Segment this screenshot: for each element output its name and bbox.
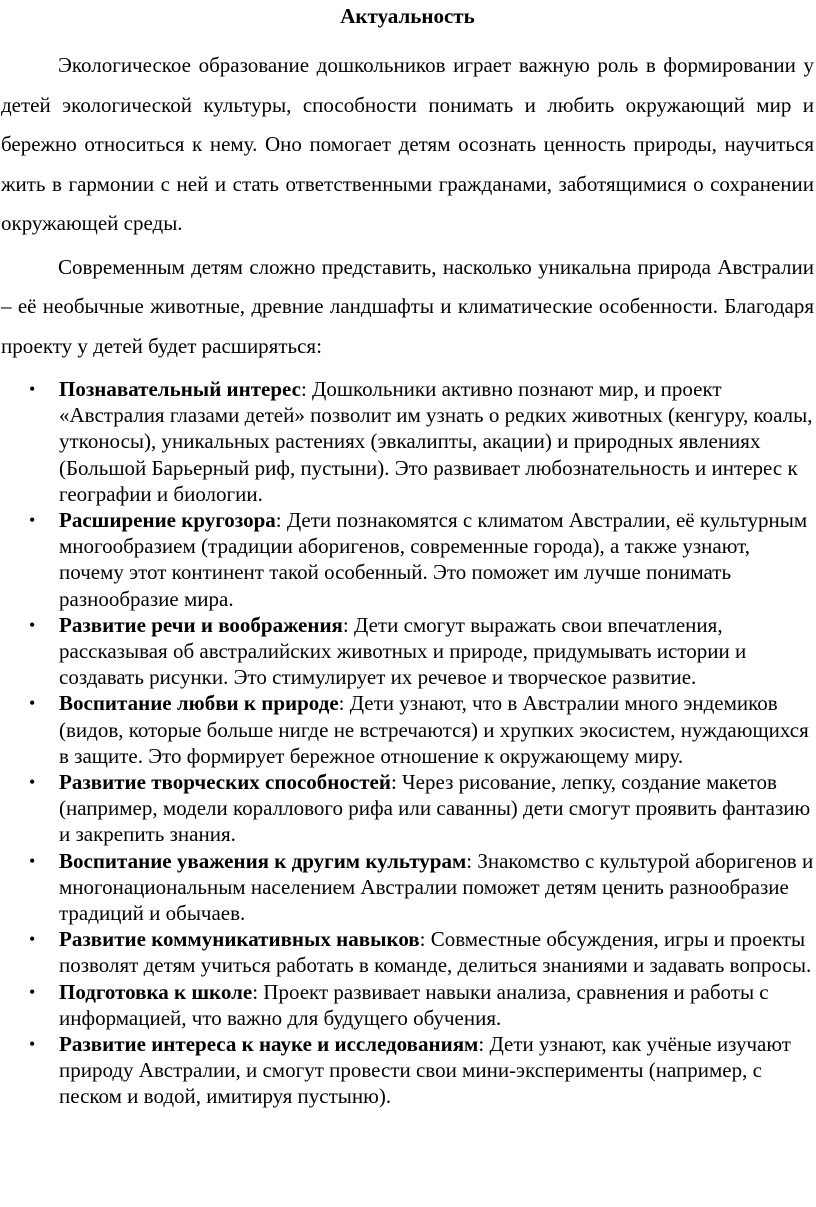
bullet-icon: • xyxy=(29,379,36,399)
bullet-icon: • xyxy=(29,850,36,871)
list-item-text: : Дошкольники активно познают мир, и проект «Австралия глазами детей» позволит им узнать о редких животных (кенгуру, коалы, утконосы), уникальных растениях (эвкалипты, акации) и природных явлениях (Большой Барьерный риф, пустыни). Это развивает любознательность и интерес к географии и биологии. xyxy=(59,377,813,506)
list-item-term: Воспитание любви к природе xyxy=(59,691,339,716)
list-item-text: : Дети узнают, как учёные изучают природу Австралии, и смогут провести свои мини-эксперименты (например, с песком и водой, имитируя пустыню). xyxy=(59,1032,791,1109)
bullet-icon: • xyxy=(29,614,36,635)
bullet-icon: • xyxy=(29,693,36,714)
australia-paragraph: Современным детям сложно представить, насколько уникальна природа Австралии – её необычные животные, древние ландшафты и климатические особенности. Благодаря проекту у детей будет расширяться: xyxy=(1,254,814,358)
list-item-text: : Через рисование, лепку, создание макетов (например, модели кораллового рифа или саванны) дети смогут проявить фантазию и закрепить знания. xyxy=(59,770,811,847)
list-item-text: : Совместные обсуждения, игры и проекты позволят детям учиться работать в команде, делиться знаниями и задавать вопросы. xyxy=(59,927,812,978)
bullet-icon: • xyxy=(29,510,36,531)
intro-paragraph: Экологическое образование дошкольников играет важную роль в формировании у детей экологической культуры, способности понимать и любить окружающий мир и бережно относиться к нему. Оно помогает детям осознать ценность природы, научиться жить в гармонии с ней и стать ответственными гражданами, заботящимися о сохранении окружающей среды. xyxy=(1,53,814,235)
bullet-icon: • xyxy=(29,929,36,950)
bullet-icon: • xyxy=(29,981,36,1002)
list-item xyxy=(29,690,814,769)
list-item-term: Познавательный интерес xyxy=(59,377,301,401)
list-item-term: Развитие творческих способностей xyxy=(59,770,391,795)
list-item xyxy=(29,926,814,978)
list-item xyxy=(29,1031,814,1110)
list-item-text: : Дети познакомятся с климатом Австралии, её культурным многообразием (традиции аборигенов, современные города), а также узнают, почему этот континент такой особенный. Это поможет им лучше понимать разнообразие мира. xyxy=(59,508,808,611)
list-item xyxy=(29,769,814,848)
list-item-term: Расширение кругозора xyxy=(59,508,276,533)
list-item-term: Подготовка к школе xyxy=(59,979,253,1004)
list-item-term: Развитие речи и воображения xyxy=(59,612,343,637)
list-item-term: Развитие коммуникативных навыков xyxy=(59,927,420,952)
list-item xyxy=(29,376,814,507)
bullet-icon: • xyxy=(29,772,36,793)
list-item-term: Развитие интереса к науке и исследованиям xyxy=(59,1032,479,1057)
list-item-text: : Знакомство с культурой аборигенов и многонациональным населением Австралии поможет детям ценить разнообразие традиций и обычаев. xyxy=(59,848,814,926)
list-item-text: : Дети смогут выражать свои впечатления, рассказывая об австралийских животных и природе, придумывать истории и создавать рисунки. Это стимулирует их речевое и творческое развитие. xyxy=(59,612,747,690)
list-item xyxy=(29,507,814,612)
list-item xyxy=(29,979,814,1031)
list-item-text: : Дети узнают, что в Австралии много эндемиков (видов, которые больше нигде не встречаются) и хрупких экосистем, нуждающихся в защите. Это формирует бережное отношение к окружающему миру. xyxy=(59,691,809,768)
bullet-icon: • xyxy=(29,1034,36,1055)
list-item-term: Воспитание уважения к другим культурам xyxy=(59,848,467,873)
benefits-list xyxy=(1,376,814,1110)
document-title: Актуальность xyxy=(340,4,475,28)
list-item xyxy=(29,848,814,927)
list-item-text: : Проект развивает навыки анализа, сравнения и работы с информацией, что важно для будущего обучения. xyxy=(59,979,769,1030)
list-item xyxy=(29,612,814,691)
